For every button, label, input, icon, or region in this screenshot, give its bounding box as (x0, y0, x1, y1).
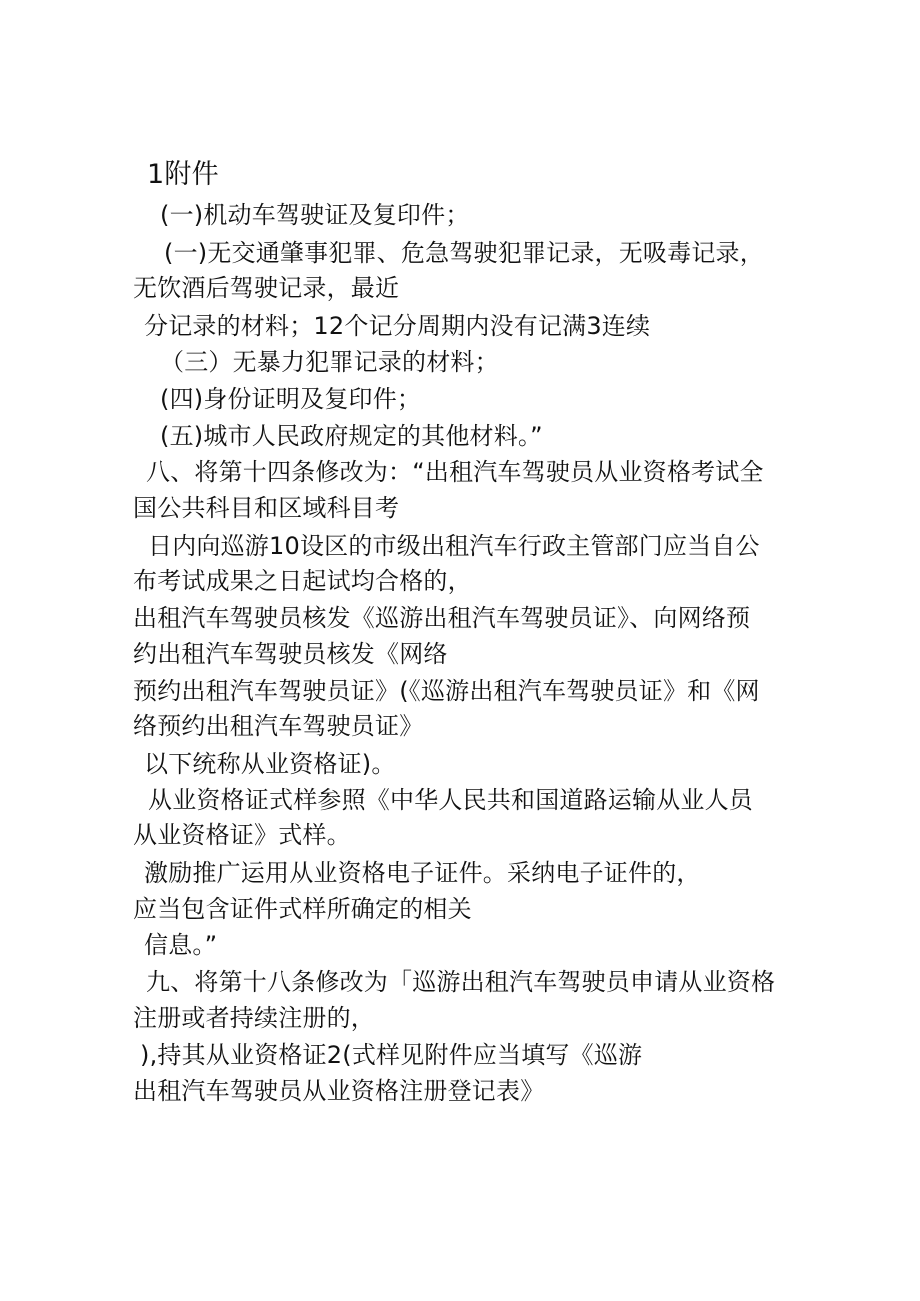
text-line-19: 激励推广运用从业资格电子证件。采纳电子证件的， (144, 859, 701, 887)
text-line-13: 约出租汽车驾驶员核发《网络 (133, 640, 448, 668)
text-line-9: 国公共科目和区域科目考 (133, 494, 400, 522)
text-line-22: 九、将第十八条修改为「巡游出租汽车驾驶员申请从业资格 (146, 968, 776, 996)
text-line-17: 从业资格证式样参照《中华人民共和国道路运输从业人员 (148, 786, 753, 814)
text-line-21: 信息。” (144, 931, 218, 959)
text-line-6: (四)身份证明及复印件； (160, 385, 422, 413)
text-line-7: (五)城市人民政府规定的其他材料。” (160, 422, 543, 450)
text-line-24: ),持其从业资格证2(式样见附件应当填写《巡游 (140, 1041, 643, 1069)
text-line-16: 以下统称从业资格证)。 (144, 750, 396, 778)
text-line-10: 日内向巡游10设区的市级出租汽车行政主管部门应当自公 (148, 532, 760, 560)
text-line-3: 无饮酒后驾驶记录，最近 (133, 274, 400, 302)
text-line-12: 出租汽车驾驶员核发《巡游出租汽车驾驶员证》、向网络预 (133, 604, 751, 632)
text-line-8: 八、将第十四条修改为：“出租汽车驾驶员从业资格考试全 (146, 458, 764, 486)
text-line-23: 注册或者持续注册的， (133, 1004, 375, 1032)
text-line-2: (一)无交通肇事犯罪、危急驾驶犯罪记录，无吸毒记录， (164, 239, 764, 267)
text-line-25: 出租汽车驾驶员从业资格注册登记表》 (133, 1077, 545, 1105)
text-line-1: (一)机动车驾驶证及复印件； (160, 201, 470, 229)
text-line-11: 布考试成果之日起试均合格的， (133, 567, 472, 595)
text-line-4: 分记录的材料；12个记分周期内没有记满3连续 (144, 312, 651, 340)
text-line-20: 应当包含证件式样所确定的相关 (133, 895, 472, 923)
text-line-14: 预约出租汽车驾驶员证》(《巡游出租汽车驾驶员证》和《网 (133, 677, 760, 705)
text-line-15: 络预约出租汽车驾驶员证》 (133, 712, 424, 740)
attachment-heading: 1附件 (147, 159, 219, 190)
text-line-18: 从业资格证》式样。 (133, 821, 351, 849)
text-line-5: （三）无暴力犯罪记录的材料； (160, 348, 499, 376)
